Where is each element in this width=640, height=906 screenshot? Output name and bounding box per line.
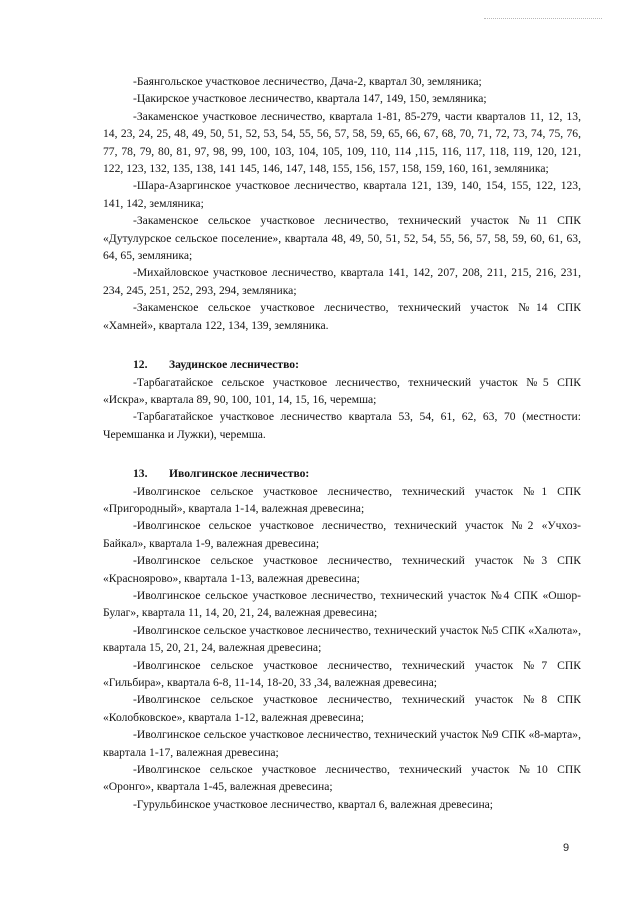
paragraph: -Баянгольское участковое лесничество, Дача-2, квартал 30, земляника; [133,75,482,88]
paragraph: -Тарбагатайское участковое лесничество квартала 53, 54, 61, 62, 63, 70 (местности: Черемшанка и Лужки), черемша. [103,410,581,441]
paragraph: -Иволгинское сельское участковое лесничество, технический участок №5 СПК «Халюта», квартала 15, 20, 21, 24, валежная древесина; [103,623,581,655]
paragraph: -Иволгинское сельское участковое лесничество, технический участок №10 СПК «Оронго», квартала 1-45, валежная древесина; [103,763,581,794]
section-heading-12 [103,356,581,373]
paragraph: -Иволгинское сельское участковое лесничество, технический участок №4 СПК «Ошор-Булаг», квартала 11, 14, 20, 21, 24, валежная древесина; [103,588,581,620]
paragraph: -Иволгинское сельское участковое лесничество, технический участок №9 СПК «8-марта», квартала 1-17, валежная древесина; [103,728,581,759]
paragraph: -Гурульбинское участковое лесничество, квартал 6, валежная древесина; [133,797,494,811]
section-title: Заудинское лесничество: [169,358,299,372]
paragraph: -Цакирское участковое лесничество, квартала 147, 149, 150, земляника; [133,92,487,106]
section-heading-13 [103,465,581,482]
scan-artifact-line [484,18,602,19]
paragraph: -Закаменское участковое лесничество, квартала 1-81, 85-279, части кварталов 11, 12, 13, 14, 23, 24, 25, 48, 49, 50, 51, 52, 53, 54, 55, 56, 57, 58, 59, 65, 66, 67, 68, 70, 71, 72, 73, 74, 75, 76, 77, 78, 79, 80, 81, 97, 98, 99, 100, 103, 104, 105, 109, 110, 114 ,115, 116, 117, 118, 119, 120, 121, 122, 123, 132, 135, 138, 141 145, 146, 147, 148, 155, 156, 157, 158, 159, 160, 161, земляника; [103,109,581,176]
paragraph: -Иволгинское сельское участковое лесничество, технический участок №2 «Учхоз-Байкал», квартала 1-9, валежная древесина; [103,519,581,550]
section-title: Иволгинское лесничество: [169,467,310,481]
page-number: 9 [563,842,570,854]
paragraph: -Иволгинское сельское участковое лесничество, технический участок №3 СПК «Красноярово», квартала 1-13, валежная древесина; [103,554,581,585]
section-spacer [103,334,581,356]
section-number: 12. [133,358,148,372]
paragraph: -Шара-Азаргинское участковое лесничество, квартала 121, 139, 140, 154, 155, 122, 123, 141, 142, земляника; [103,179,581,210]
paragraph: -Закаменское сельское участковое лесничество, технический участок №14 СПК «Хамней», квартала 122, 134, 139, земляника. [103,301,581,332]
section-spacer [103,443,581,465]
section-number: 13. [133,467,148,481]
paragraph: -Иволгинское сельское участковое лесничество, технический участок №8 СПК «Колобковское», квартала 1-12, валежная древесина; [103,693,581,724]
paragraph: -Иволгинское сельское участковое лесничество, технический участок №7 СПК «Гильбира», квартала 6-8, 11-14, 18-20, 33 ,34, валежная древесина; [103,658,581,689]
paragraph: -Тарбагатайское сельское участковое лесничество, технический участок №5 СПК «Искра», квартала 89, 90, 100, 101, 14, 15, 16, черемша; [103,375,581,406]
paragraph: -Закаменское сельское участковое лесничество, технический участок №11 СПК «Дутулурское сельское поселение», квартала 48, 49, 50, 51, 52, 54, 55, 56, 57, 58, 59, 60, 61, 63, 64, 65, земляника; [103,214,581,263]
paragraph: -Иволгинское сельское участковое лесничество, технический участок №1 СПК «Пригородный», квартала 1-14, валежная древесина; [103,484,581,515]
paragraph: -Михайловское участковое лесничество, квартала 141, 142, 207, 208, 211, 215, 216, 231, 234, 245, 251, 252, 293, 294, земляника; [103,266,581,297]
document-body [103,73,581,813]
